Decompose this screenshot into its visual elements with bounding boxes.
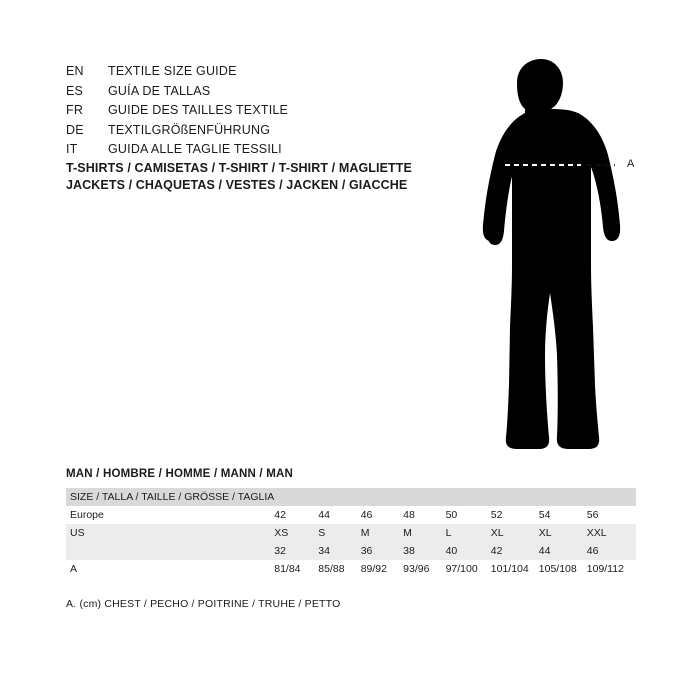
silhouette-icon [455, 55, 655, 455]
table-cell [446, 488, 491, 506]
table-cell: 89/92 [361, 560, 403, 578]
table-cell [539, 488, 587, 506]
table-row [66, 542, 636, 560]
table-cell [274, 488, 318, 506]
language-code: IT [66, 142, 78, 156]
size-table [66, 488, 636, 578]
table-cell [361, 488, 403, 506]
table-cell: 81/84 [274, 560, 318, 578]
language-row [66, 123, 446, 143]
table-cell [587, 488, 636, 506]
table-cell [491, 488, 539, 506]
table-cell-header-label: SIZE / TALLA / TAILLE / GRÖSSE / TAGLIA [66, 488, 274, 506]
language-text: GUIDE DES TAILLES TEXTILE [108, 103, 289, 117]
size-table-section [66, 468, 636, 578]
table-title: MAN / HOMBRE / HOMME / MANN / MAN [66, 468, 294, 480]
table-cell: 32 [274, 542, 318, 560]
table-cell: 42 [274, 506, 318, 524]
table-cell: 101/104 [491, 560, 539, 578]
footnote: A. (cm) CHEST / PECHO / POITRINE / TRUHE / PETTO [66, 598, 341, 610]
table-cell: 44 [318, 506, 360, 524]
language-code: DE [66, 122, 84, 137]
table-cell: XL [539, 524, 587, 542]
language-text: GUÍA DE TALLAS [108, 83, 211, 98]
language-text: TEXTILE SIZE GUIDE [108, 64, 237, 78]
table-cell: 93/96 [403, 560, 445, 578]
language-row [66, 142, 446, 162]
table-cell: 56 [587, 506, 636, 524]
man-silhouette-figure [455, 55, 655, 455]
table-cell: 46 [361, 506, 403, 524]
table-cell: 46 [587, 542, 636, 560]
table-cell-label: US [66, 524, 274, 542]
table-cell: 109/112 [587, 560, 636, 578]
table-cell: 48 [403, 506, 445, 524]
table-cell: 34 [318, 542, 360, 560]
language-row [66, 84, 446, 104]
language-code: EN [66, 64, 84, 78]
table-cell: 44 [539, 542, 587, 560]
language-row [66, 103, 446, 123]
language-code: FR [66, 103, 84, 117]
table-cell: 105/108 [539, 560, 587, 578]
garment-line-tshirts: T-SHIRTS / CAMISETAS / T-SHIRT / T-SHIRT / MAGLIETTE [66, 161, 412, 175]
table-cell: 40 [446, 542, 491, 560]
measurement-label-a: A [627, 158, 635, 170]
language-text: TEXTILGRÖßENFÜHRUNG [108, 122, 271, 137]
table-row [66, 560, 636, 578]
table-cell: XL [491, 524, 539, 542]
table-cell: 42 [491, 542, 539, 560]
garment-type-list [66, 160, 466, 194]
table-cell: 50 [446, 506, 491, 524]
table-cell [403, 488, 445, 506]
table-cell: M [403, 524, 445, 542]
garment-line-jackets: JACKETS / CHAQUETAS / VESTES / JACKEN / GIACCHE [66, 178, 408, 192]
table-row [66, 506, 636, 524]
table-cell: S [318, 524, 360, 542]
language-text: GUIDA ALLE TAGLIE TESSILI [108, 142, 282, 156]
table-cell: 36 [361, 542, 403, 560]
table-cell: XS [274, 524, 318, 542]
table-cell: 54 [539, 506, 587, 524]
table-cell: 85/88 [318, 560, 360, 578]
table-cell: 52 [491, 506, 539, 524]
table-cell: 38 [403, 542, 445, 560]
table-cell: XXL [587, 524, 636, 542]
table-row-header [66, 488, 636, 506]
language-list [66, 64, 446, 162]
table-cell-label: Europe [66, 506, 274, 524]
table-cell: M [361, 524, 403, 542]
language-code: ES [66, 83, 84, 98]
table-cell: 97/100 [446, 560, 491, 578]
table-cell: L [446, 524, 491, 542]
table-cell-label: A [66, 560, 274, 578]
table-row [66, 524, 636, 542]
language-row [66, 64, 446, 84]
table-cell [318, 488, 360, 506]
table-cell-label [66, 542, 274, 560]
